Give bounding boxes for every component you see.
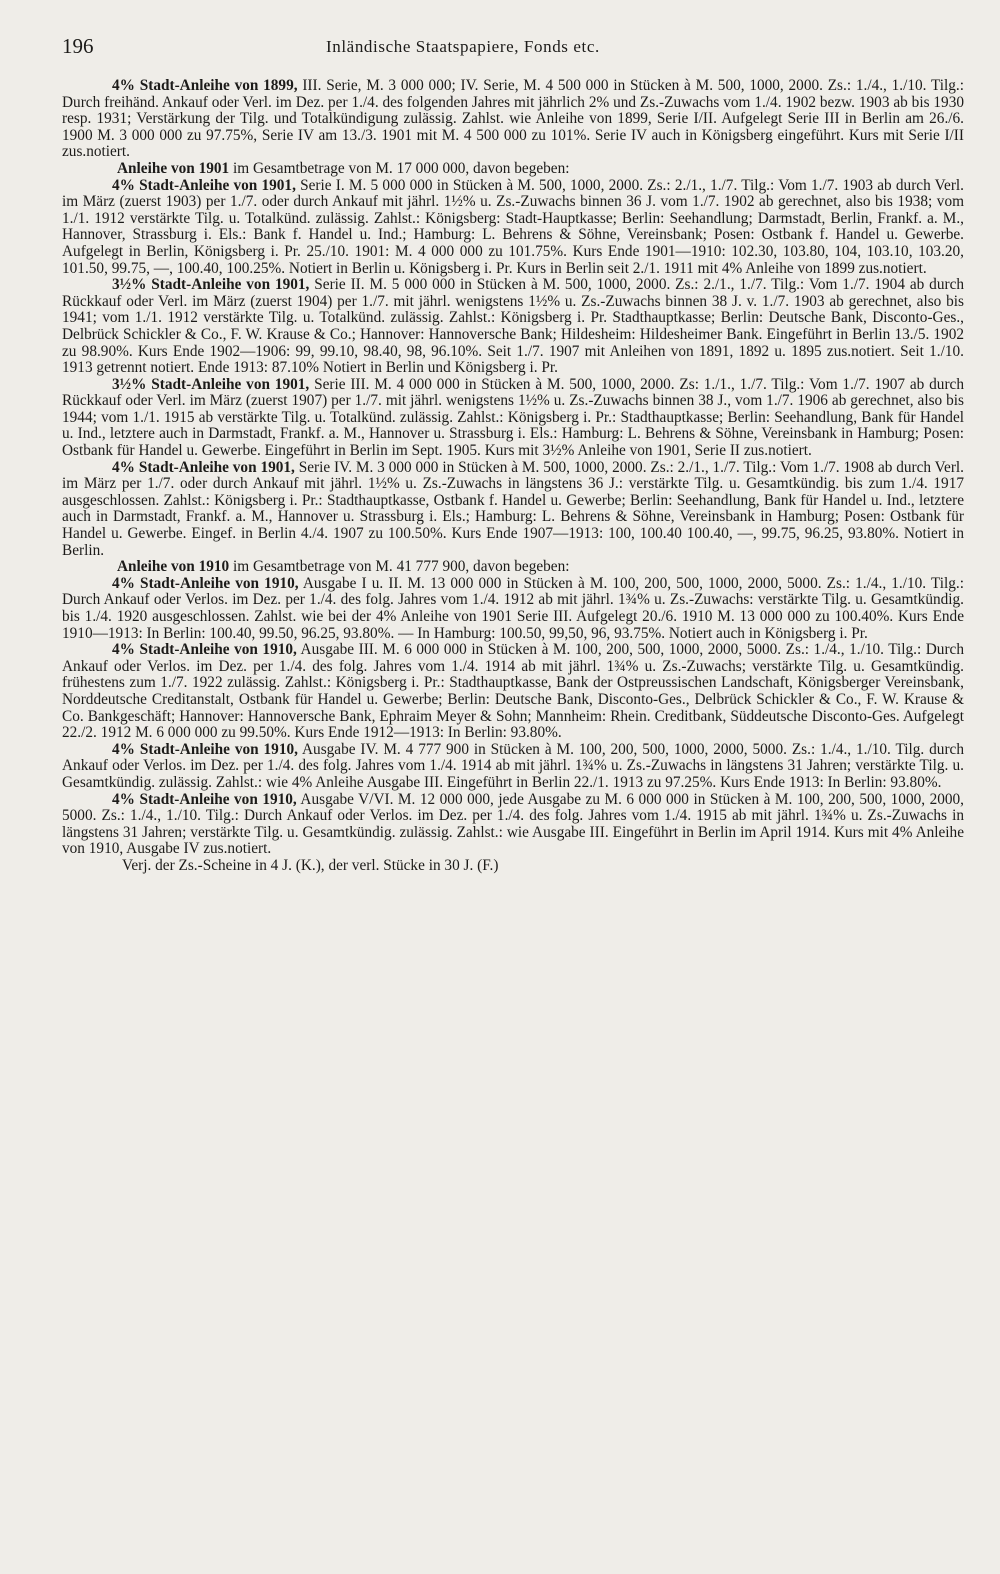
- entry-paragraph: [62, 377, 964, 460]
- entry-paragraph: [62, 78, 964, 161]
- entry-paragraph: [62, 742, 964, 792]
- entry-text: Ausgabe IV. M. 4 777 900 in Stücken à M. 100, 200, 500, 1000, 2000, 5000. Zs.: 1./4., 1./10. Tilg. durch Ankauf oder Verlos. im Dez. per 1./4. des folg. Jahres vom 1./4. 1914 ab mit jährl. 1¾% u. Zs.-Zuwachs in längstens 31 Jahren; verstärkte Tilg. u. Gesamtkündig. zulässig. Zahlst.: wie 4% Anleihe Ausgabe III. Eingeführt in Berlin 22./1. 1913 zu 97.25%. Kurs Ende 1913: In Berlin: 93.80%.: [62, 740, 964, 791]
- entry-text: Serie III. M. 4 000 000 in Stücken à M. 500, 1000, 2000. Zs: 1./1., 1./7. Tilg.: Vom 1./7. 1907 ab durch Rückkauf oder Verl. im März (zuerst 1907) per 1./7. mit jährl. wenigstens 1½% u. Zs.-Zuwachs binnen 38 J., vom 1./7. 1906 ab gerechnet, also bis 1944; vom 1./1. 1915 ab verstärkte Tilg. u. Totalkünd. zulässig. Zahlst.: Königsberg i. Pr.: Stadthauptkasse; Berlin: Seehandlung, Bank für Handel u. Ind., letztere auch in Darmstadt, Frankf. a. M., Hannover u. Strassburg i. Els.: Hamburg: L. Behrens & Söhne, Vereinsbank in Hamburg; Posen: Ostbank für Handel u. Gewerbe. Eingeführt in Berlin im Sept. 1905. Kurs mit 3½% Anleihe von 1901, Serie II zus.notiert.: [62, 375, 964, 460]
- entry-text: Ausgabe III. M. 6 000 000 in Stücken à M. 100, 200, 500, 1000, 2000, 5000. Zs.: 1./4., 1./10. Tilg.: Durch Ankauf oder Verlos. im Dez. per 1./4. des folg. Jahres vom 1./4. 1914 ab mit jährl. 1¾% u. Zs.-Zuwachs; verstärkte Tilg. u. Gesamtkündig. frühestens zum 1./7. 1922 zulässig. Zahlst.: Königsberg i. Pr.: Stadthauptkasse, Bank der Ostpreussischen Landschaft, Königsberger Vereinsbank, Norddeutsche Creditanstalt, Ostbank für Handel u. Gewerbe; Berlin: Deutsche Bank, Disconto-Ges., Delbrück Schickler & Co., F. W. Krause & Co. Bankgeschäft; Hannover: Hannoversche Bank, Ephraim Meyer & Sohn; Mannheim: Rhein. Creditbank, Süddeutsche Disconto-Ges. Aufgelegt 22./2. 1912 M. 6 000 000 zu 99.50%. Kurs Ende 1912—1913: In Berlin: 93.80%.: [62, 641, 964, 742]
- entry-paragraph: [62, 277, 964, 377]
- entry-heading: 3½% Stadt-Anleihe von 1901,: [112, 375, 310, 393]
- entry-text: III. Serie, M. 3 000 000; IV. Serie, M. 4 500 000 in Stücken à M. 500, 1000, 2000. Zs.: 1./4., 1./10. Tilg.: Durch freihänd. Ankauf oder Verl. im Dez. per 1./4. des folgenden Jahres mit jährlich 2% und Zs.-Zuwachs vom 1./4. 1902 bezw. 1903 ab bis 1930 resp. 1931; Verstärkung der Tilg. und Totalkündigung zulässig. Zahlst. wie Anleihe von 1899, Serie I/II. Aufgelegt Serie III in Berlin am 26./6. 1900 M. 3 000 000 zu 97.75%, Serie IV am 13./3. 1901 mit M. 4 500 000 zu 101%. Serie IV auch in Königsberg eingeführt. Kurs mit Serie I/II zus.notiert.: [62, 77, 964, 161]
- entry-heading: 4% Stadt-Anleihe von 1910,: [112, 790, 297, 808]
- entry-paragraph: [62, 460, 964, 560]
- entry-heading: 4% Stadt-Anleihe von 1910,: [112, 574, 299, 592]
- section-text: im Gesamtbetrage von M. 41 777 900, davon begeben:: [229, 558, 570, 576]
- document-body: [62, 78, 964, 875]
- section-heading: Anleihe von 1901: [117, 159, 230, 177]
- entry-text: Serie II. M. 5 000 000 in Stücken à M. 500, 1000, 2000. Zs.: 2./1., 1./7. Tilg.: Vom 1./7. 1904 ab durch Rückkauf oder Verl. im März (zuerst 1904) per 1./7. mit jährl. wenigstens 1½% u. Zs.-Zuwachs binnen 38 J. v. 1./7. 1903 ab gerechnet, also bis 1941; vom 1./1. 1912 verstärkte Tilg. u. Totalkünd. zulässig. Zahlst.: Königsberg i. Pr. Stadthauptkasse; Berlin: Deutsche Bank, Disconto-Ges., Delbrück Schickler & Co., F. W. Krause & Co.; Hannover: Hannoversche Bank; Hildesheim: Hildesheimer Bank. Eingeführt in Berlin 13./5. 1902 zu 98.90%. Kurs Ende 1902—1906: 99, 99.10, 98.40, 98, 96.10%. Seit 1./7. 1907 mit Anleihen von 1891, 1892 u. 1895 zus.notiert. Seit 1./10. 1913 getrennt notiert. Ende 1913: 87.10% Notiert in Berlin und Königsberg i. Pr.: [62, 276, 965, 377]
- entry-heading: 4% Stadt-Anleihe von 1901,: [112, 458, 295, 476]
- footnote-text: Verj. der Zs.-Scheine in 4 J. (K.), der verl. Stücke in 30 J. (F.): [122, 856, 499, 874]
- section-heading: Anleihe von 1910: [117, 558, 230, 576]
- entry-heading: 4% Stadt-Anleihe von 1910,: [112, 740, 298, 758]
- entry-text: Ausgabe I u. II. M. 13 000 000 in Stücken à M. 100, 200, 500, 1000, 2000, 5000. Zs.: 1./4., 1./10. Tilg.: Durch Ankauf oder Verlos. im Dez. per 1./4. des folg. Jahres vom 1./4. 1912 ab mit jährl. 1¾% u. Zs.-Zuwachs: verstärkte Tilg. u. Gesamtkündig. bis 1./4. 1920 ausgeschlossen. Zahlst. wie bei der 4% Anleihe von 1901 Serie III. Aufgelegt 20./6. 1910 M. 13 000 000 zu 100.40%. Kurs Ende 1910—1913: In Berlin: 100.40, 99.50, 96.25, 93.80%. — In Hamburg: 100.50, 99,50, 96, 93.75%. Notiert auch in Königsberg i. Pr.: [62, 574, 964, 642]
- section-paragraph: [62, 559, 964, 576]
- entry-text: Serie IV. M. 3 000 000 in Stücken à M. 500, 1000, 2000. Zs.: 2./1., 1./7. Tilg.: Vom 1./7. 1908 ab durch Verl. im März per 1./7. oder durch Ankauf mit jährl. 1½% u. Zs.-Zuwachs in längstens 36 J.: verstärkte Tilg. u. Gesamtkündig. bis zum 1./4. 1917 ausgeschlossen. Zahlst.: Königsberg i. Pr.: Stadthauptkasse, Ostbank f. Handel u. Gewerbe; Berlin: Seehandlung, Bank für Handel u. Ind., letztere auch in Darmstadt, Frankf. a. M., Hannover u. Strassburg i. Els.; Hamburg: L. Behrens & Söhne, Vereinsbank in Hamburg; Posen: Ostbank für Handel u. Gewerbe. Eingef. in Berlin 4./4. 1907 zu 100.50%. Kurs Ende 1907—1913: 100, 100.40 100.40, —, 99.75, 96.25, 93.80%. Notiert in Berlin.: [62, 458, 964, 559]
- entry-paragraph: [62, 792, 964, 858]
- section-text: im Gesamtbetrage von M. 17 000 000, davon begeben:: [229, 159, 570, 177]
- entry-paragraph: [62, 642, 964, 742]
- footnote-paragraph: [62, 858, 964, 875]
- entry-heading: 4% Stadt-Anleihe von 1910,: [112, 641, 297, 659]
- entry-heading: 4% Stadt-Anleihe von 1901,: [112, 176, 296, 194]
- entry-text: Ausgabe V/VI. M. 12 000 000, jede Ausgabe zu M. 6 000 000 in Stücken à M. 100, 200, 500, 1000, 2000, 5000. Zs.: 1./4., 1./10. Tilg.: Durch Ankauf oder Verlos. im Dez. per 1./4. des folg. Jahres vom 1./4. 1915 ab mit jährl. 1¾% u. Zs.-Zuwachs in längstens 31 Jahren; verstärkte Tilg. u. Gesamtkündig. zulässig. Zahlst.: wie Ausgabe III. Eingeführt in Berlin im April 1914. Kurs mit 4% Anleihe von 1910, Ausgabe IV zus.notiert.: [62, 790, 964, 858]
- page-number: 196: [62, 34, 94, 58]
- section-paragraph: [62, 161, 964, 178]
- entry-text: Serie I. M. 5 000 000 in Stücken à M. 500, 1000, 2000. Zs.: 2./1., 1./7. Tilg.: Vom 1./7. 1903 ab durch Verl. im März (zuerst 1903) per 1./7. oder durch Ankauf mit jährl. 1½% u. Zs.-Zuwachs binnen 36 J. vom 1./7. 1902 ab gerechnet, also bis 1938; vom 1./1. 1912 verstärkte Tilg. u. Totalkünd. zulässig. Zahlst.: Königsberg: Stadt-Hauptkasse; Berlin: Seehandlung; Darmstadt, Berlin, Frankf. a. M., Hannover, Strassburg i. Els.: Bank f. Handel u. Ind.; Hamburg: L. Behrens & Söhne, Vereinsbank; Posen: Ostbank f. Handel u. Gewerbe. Aufgelegt in Berlin, Königsberg i. Pr. 25./10. 1901: M. 4 000 000 zu 101.75%. Kurs Ende 1901—1910: 102.30, 103.80, 104, 103.10, 103.20, 101.50, 99.75, —, 100.40, 100.25%. Notiert in Berlin u. Königsberg i. Pr. Kurs in Berlin seit 2./1. 1911 mit 4% Anleihe von 1899 zus.notiert.: [62, 176, 964, 277]
- entry-paragraph: [62, 178, 964, 278]
- page-header: [62, 34, 964, 78]
- entry-heading: 4% Stadt-Anleihe von 1899,: [112, 77, 298, 94]
- entry-heading: 3½% Stadt-Anleihe von 1901,: [112, 276, 310, 294]
- running-head: Inländische Staatspapiere, Fonds etc.: [326, 37, 600, 56]
- entry-paragraph: [62, 576, 964, 642]
